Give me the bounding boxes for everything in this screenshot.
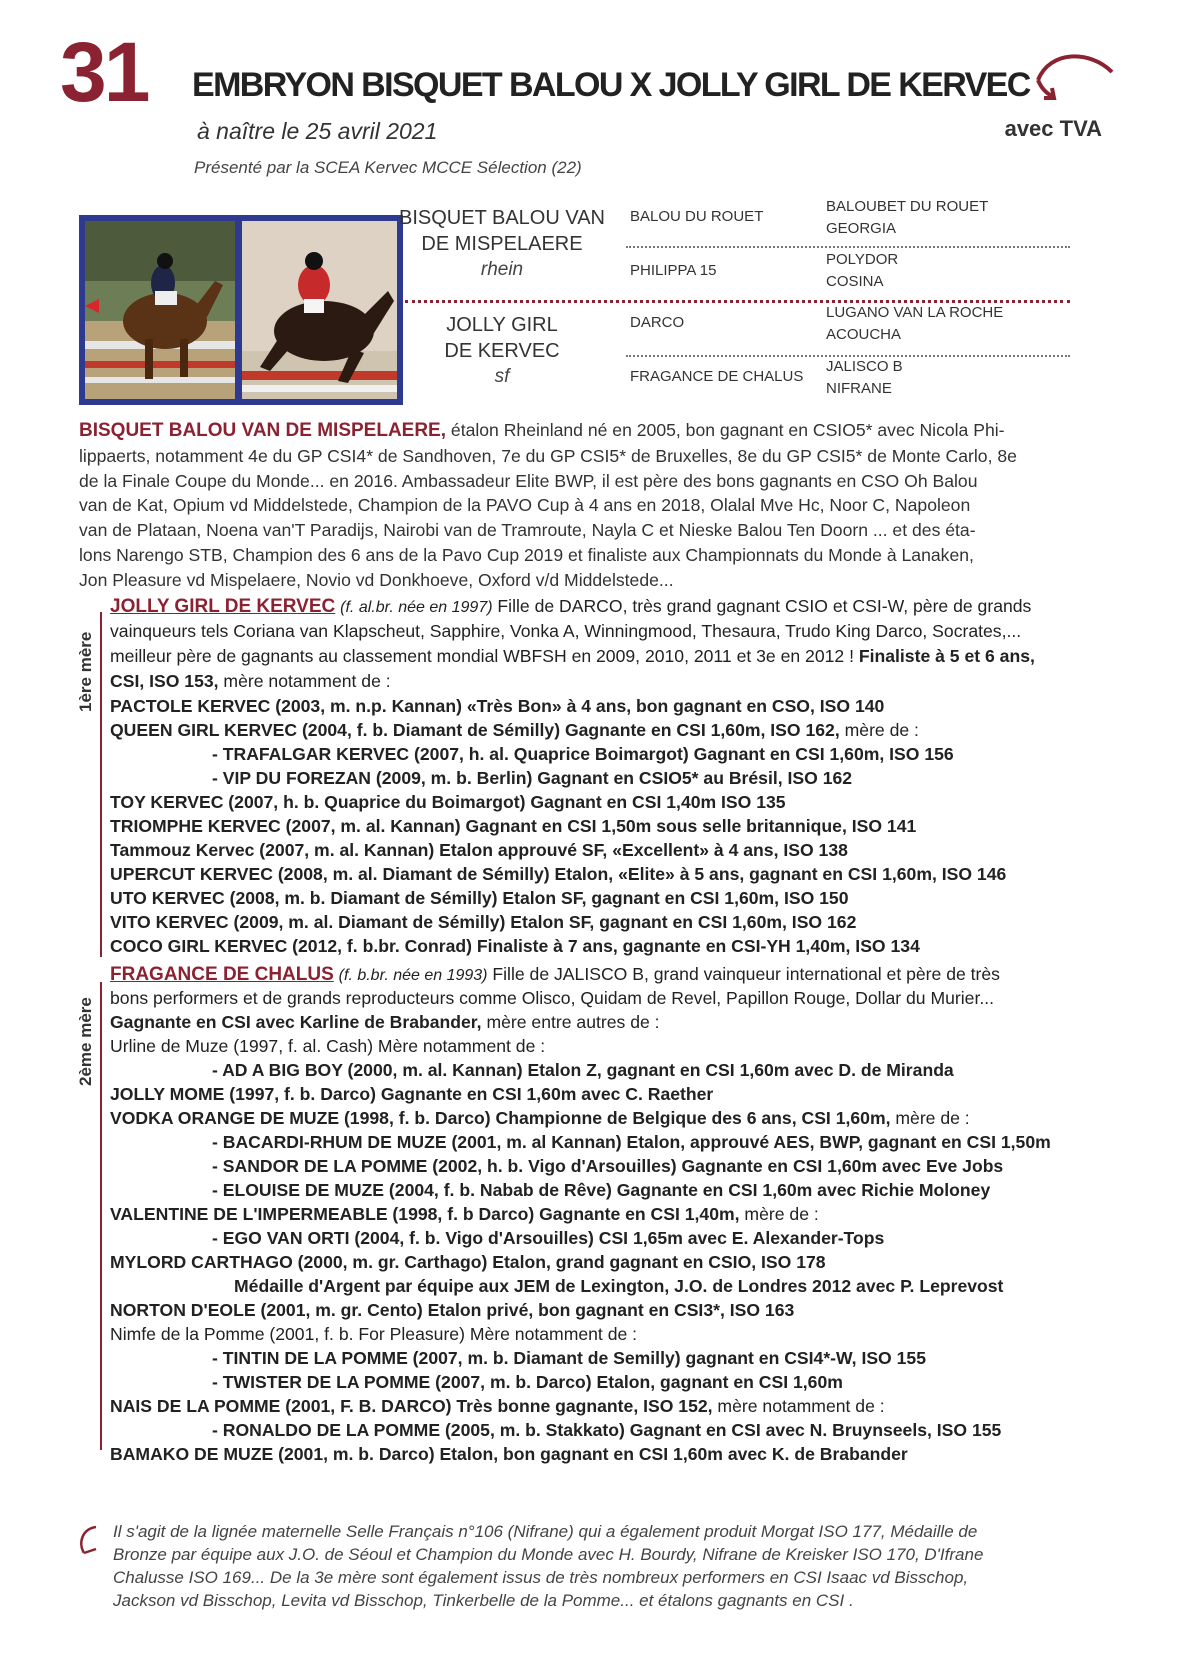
first-dam-name: JOLLY GIRL DE KERVEC: [110, 596, 336, 617]
dam-name-line1: JOLLY GIRL: [446, 314, 558, 336]
pedigree-gen3-2: GEORGIA: [826, 220, 897, 237]
list-item: QUEEN GIRL KERVEC (2004, f. b. Diamant de Sémilly) Gagnante en CSI 1,60m, ISO 162, mère de :: [110, 720, 919, 740]
list-item: TOY KERVEC (2007, h. b. Quaprice du Boimargot) Gagnant en CSI 1,40m ISO 135: [110, 792, 786, 812]
sire-name-line1: BISQUET BALOU VAN: [399, 207, 605, 229]
photo-frame: [79, 215, 403, 405]
pedigree-gen3-3: POLYDOR: [826, 251, 899, 268]
page-title: EMBRYON BISQUET BALOU X JOLLY GIRL DE KERVEC: [192, 66, 1030, 104]
horse-jumping-photo-dam: [242, 221, 397, 399]
first-dam-intro: CSI, ISO 153, mère notamment de :: [110, 671, 391, 691]
second-dam-bar: [100, 982, 102, 1450]
sire-race: rhein: [480, 259, 524, 280]
sire-description: BISQUET BALOU VAN DE MISPELAERE, étalon Rheinland né en 2005, bon gagnant en CSIO5* avec Nicola Phi- lippaerts, notamment 4e du GP CSI4* de Sandhoven, 7e du GP CSI5* de Bruxelles, 8e du GP CSI5* de Monte Carlo, 8e de la Finale Coupe du Monde... en 2016. Ambassadeur Elite BWP, il est père des bons gagnants en CSO Oh Balou van de Kat, Opium vd Middelstede, Champion de la PAVO Cup à 4 ans en 2018, Olalal Mve Hc, Noor C, Napoleon van de Plataan, Noena van'T Paradijs, Nairobi van de Tramroute, Nayla C et Nieske Balou Ten Doorn ... et des éta- lons Narengo STB, Champion des 6 ans de la Pavo Cup 2019 et finaliste aux Championnats du Monde à Lanaken, Jon Pleasure vd Mispelaere, Novio vd Donkhoeve, Oxford v/d Middelstede...: [79, 420, 1017, 590]
pedigree-gen3-4: COSINA: [826, 273, 884, 290]
list-item: - ELOUISE DE MUZE (2004, f. b. Nabab de Rêve) Gagnante en CSI 1,60m avec Richie Moloney: [212, 1180, 991, 1200]
dam-race: sf: [494, 366, 510, 387]
list-item: PACTOLE KERVEC (2003, m. n.p. Kannan) «Très Bon» à 4 ans, bon gagnant en CSO, ISO 140: [110, 696, 885, 716]
list-item: UPERCUT KERVEC (2008, m. al. Diamant de Sémilly) Etalon, «Elite» à 5 ans, gagnant en CSI 1,60m, ISO 146: [110, 864, 1007, 884]
first-dam-intro: meilleur père de gagnants au classement mondial WBFSH en 2009, 2010, 2011 et 3e en 2012 ! Finaliste à 5 et 6 ans,: [110, 646, 1035, 666]
list-item: Nimfe de la Pomme (2001, f. b. For Pleasure) Mère notamment de :: [110, 1324, 638, 1344]
pedigree-gen3-5: LUGANO VAN LA ROCHE: [826, 304, 1004, 321]
list-item: BAMAKO DE MUZE (2001, m. b. Darco) Etalon, bon gagnant en CSI 1,60m avec K. de Brabander: [110, 1444, 908, 1464]
second-dam-label: 2ème mère: [76, 997, 95, 1086]
pedigree-divider-main: [405, 300, 1070, 303]
first-dam-intro: vainqueurs tels Coriana van Klapscheut, Sapphire, Vonka A, Winningmood, Thesaura, Trudo King Darco, Socrates,...: [110, 621, 1022, 641]
first-dam-intro: JOLLY GIRL DE KERVEC (f. al.br. née en 1997) Fille de DARCO, très grand gagnant CSIO et CSI-W, père de grands: [110, 596, 1032, 617]
list-item: MYLORD CARTHAGO (2000, m. gr. Carthago) Etalon, grand gagnant en CSIO, ISO 178: [110, 1252, 826, 1272]
curved-arrow-icon: [74, 1523, 104, 1559]
pedigree-gen2-4: FRAGANCE DE CHALUS: [630, 368, 804, 385]
list-item: - EGO VAN ORTI (2004, f. b. Vigo d'Arsouilles) CSI 1,65m avec E. Alexander-Tops: [212, 1228, 885, 1248]
sire-name: BISQUET BALOU VAN DE MISPELAERE,: [79, 420, 447, 441]
tva-label: avec TVA: [1004, 116, 1102, 141]
list-item: NAIS DE LA POMME (2001, F. B. DARCO) Très bonne gagnante, ISO 152, mère notamment de :: [110, 1396, 885, 1416]
lot-number: 31: [60, 25, 148, 119]
list-item: - AD A BIG BOY (2000, m. al. Kannan) Etalon Z, gagnant en CSI 1,60m avec D. de Miranda: [212, 1060, 954, 1080]
pedigree-sire: [398, 205, 606, 283]
presenter: Présenté par la SCEA Kervec MCCE Sélection (22): [194, 158, 582, 177]
pedigree-gen2-2: PHILIPPA 15: [630, 262, 717, 279]
list-item: Médaille d'Argent par équipe aux JEM de Lexington, J.O. de Londres 2012 avec P. Leprevost: [234, 1276, 1004, 1296]
pedigree-gen3-7: JALISCO B: [826, 358, 903, 375]
list-item: - VIP DU FOREZAN (2009, m. b. Berlin) Gagnant en CSIO5* au Brésil, ISO 162: [212, 768, 853, 788]
pedigree-gen2-3: DARCO: [630, 314, 685, 331]
list-item: Tammouz Kervec (2007, m. al. Kannan) Etalon approuvé SF, «Excellent» à 4 ans, ISO 138: [110, 840, 848, 860]
second-dam-intro: bons performers et de grands reproducteurs comme Olisco, Quidam de Revel, Papillon Rouge, Dollar du Murier...: [110, 988, 995, 1008]
list-item: COCO GIRL KERVEC (2012, f. b.br. Conrad) Finaliste à 7 ans, gagnante en CSI-YH 1,40m, ISO 134: [110, 936, 920, 956]
maternal-line-note: Il s'agit de la lignée maternelle Selle Français n°106 (Nifrane) qui a également produit Morgat ISO 177, Médaille de Bronze par équipe aux J.O. de Séoul et Champion du Monde avec H. Bourdy, Nifrane de Kreisker ISO 170, D'Ifrane Chalusse ISO 169... De la 3e mère sont également issus de très nombreux performers en CSI Isaac vd Bisschop, Jackson vd Bisschop, Levita vd Bisschop, Tinkerbelle de la Pomme... et étalons gagnants en CSI .: [113, 1522, 984, 1610]
pedigree-divider: [626, 246, 1070, 248]
list-item: VALENTINE DE L'IMPERMEABLE (1998, f. b Darco) Gagnante en CSI 1,40m, mère de :: [110, 1204, 819, 1224]
list-item: - TINTIN DE LA POMME (2007, m. b. Diamant de Semilly) gagnant en CSI4*-W, ISO 155: [212, 1348, 926, 1368]
list-item: NORTON D'EOLE (2001, m. gr. Cento) Etalon privé, bon gagnant en CSI3*, ISO 163: [110, 1300, 795, 1320]
list-item: - TRAFALGAR KERVEC (2007, h. al. Quaprice Boimargot) Gagnant en CSI 1,60m, ISO 156: [212, 744, 954, 764]
curved-arrow-icon: [1030, 50, 1120, 110]
pedigree-gen2-1: BALOU DU ROUET: [630, 208, 764, 225]
list-item: VODKA ORANGE DE MUZE (1998, f. b. Darco) Championne de Belgique des 6 ans, CSI 1,60m, mère de :: [110, 1108, 970, 1128]
pedigree-gen3-6: ACOUCHA: [826, 326, 902, 343]
list-item: TRIOMPHE KERVEC (2007, m. al. Kannan) Gagnant en CSI 1,50m sous selle britannique, ISO 141: [110, 816, 917, 836]
horse-jumping-photo-sire: [85, 221, 235, 399]
list-item: VITO KERVEC (2009, m. al. Diamant de Sémilly) Etalon SF, gagnant en CSI 1,60m, ISO 162: [110, 912, 857, 932]
list-item: Urline de Muze (1997, f. al. Cash) Mère notamment de :: [110, 1036, 546, 1056]
list-item: - SANDOR DE LA POMME (2002, h. b. Vigo d'Arsouilles) Gagnante en CSI 1,60m avec Eve Jobs: [212, 1156, 1004, 1176]
second-dam-intro: FRAGANCE DE CHALUS (f. b.br. née en 1993) Fille de JALISCO B, grand vainqueur international et père de très: [110, 964, 1000, 985]
list-item: - BACARDI-RHUM DE MUZE (2001, m. al Kannan) Etalon, approuvé AES, BWP, gagnant en CSI 1,50m: [212, 1132, 1051, 1152]
list-item: UTO KERVEC (2008, m. b. Diamant de Sémilly) Etalon SF, gagnant en CSI 1,60m, ISO 150: [110, 888, 849, 908]
first-dam-bar: [100, 612, 102, 957]
list-item: - RONALDO DE LA POMME (2005, m. b. Stakkato) Gagnant en CSI avec N. Bruynseels, ISO 155: [212, 1420, 1002, 1440]
sire-name-line2: DE MISPELAERE: [421, 233, 583, 255]
pedigree-gen3-1: BALOUBET DU ROUET: [826, 198, 989, 215]
list-item: - TWISTER DE LA POMME (2007, m. b. Darco) Etalon, gagnant en CSI 1,60m: [212, 1372, 843, 1392]
pedigree-divider: [626, 355, 1070, 357]
dam-name-line2: DE KERVEC: [444, 340, 560, 362]
pedigree-dam: [398, 312, 606, 390]
second-dam-intro: Gagnante en CSI avec Karline de Brabander, mère entre autres de :: [110, 1012, 660, 1032]
second-dam-name: FRAGANCE DE CHALUS: [110, 964, 334, 985]
first-dam-label: 1ère mère: [76, 631, 95, 712]
pedigree-gen3-8: NIFRANE: [826, 380, 892, 397]
birth-date: à naître le 25 avril 2021: [197, 118, 438, 144]
list-item: JOLLY MOME (1997, f. b. Darco) Gagnante en CSI 1,60m avec C. Raether: [110, 1084, 714, 1104]
